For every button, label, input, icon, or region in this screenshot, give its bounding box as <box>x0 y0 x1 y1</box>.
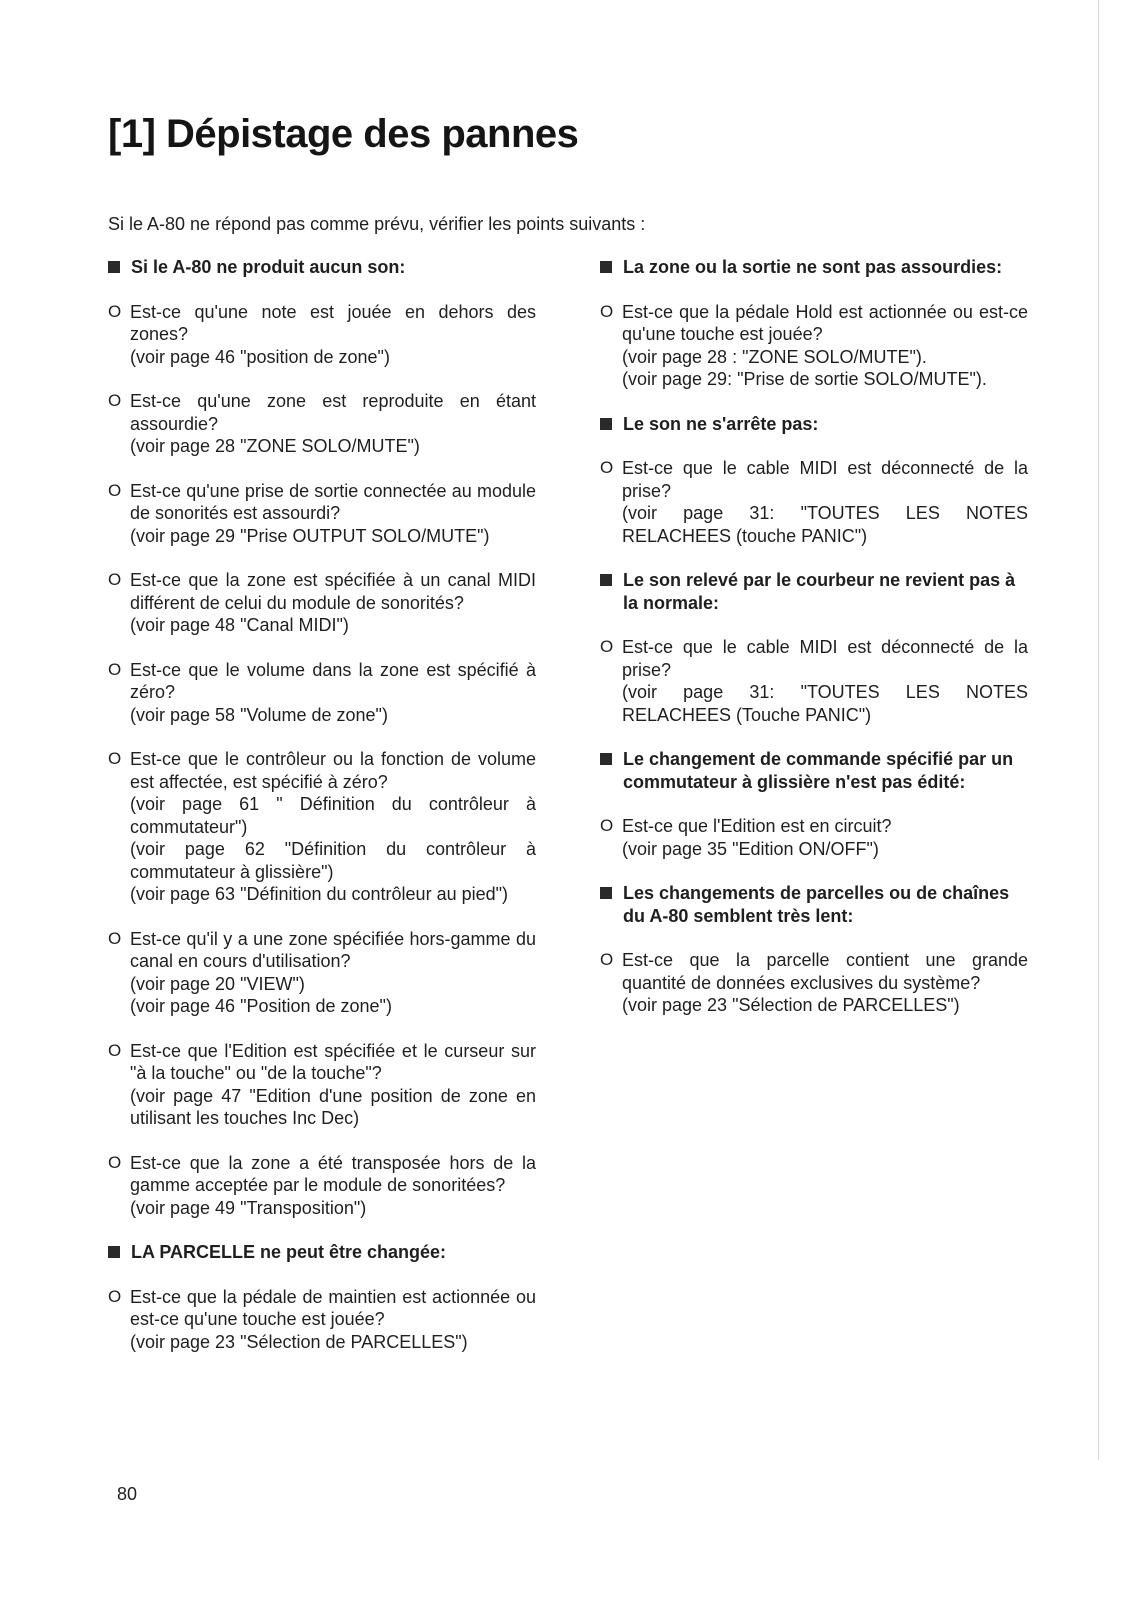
check-item <box>108 659 536 727</box>
section-heading <box>600 413 1028 436</box>
page-reference: (voir page 61 " Définition du contrôleur à commutateur") <box>130 794 536 837</box>
page-reference: (voir page 46 "Position de zone") <box>130 996 392 1016</box>
section-heading <box>600 748 1028 793</box>
circle-bullet-icon: O <box>108 928 122 948</box>
circle-bullet-icon: O <box>108 1152 122 1172</box>
check-question: Est-ce que la pédale de maintien est actionnée ou est-ce qu'une touche est jouée? <box>130 1286 536 1329</box>
page-reference: (voir page 31: "TOUTES LES NOTES RELACHEES (Touche PANIC") <box>622 682 1028 725</box>
check-question: Est-ce qu'il y a une zone spécifiée hors-gamme du canal en cours d'utilisation? <box>130 928 536 971</box>
check-question: Est-ce que la parcelle contient une grande quantité de données exclusives du système? <box>622 950 1028 993</box>
circle-bullet-icon: O <box>108 480 122 500</box>
section-heading <box>600 882 1028 927</box>
square-bullet-icon <box>600 418 612 430</box>
check-item-body <box>130 748 536 906</box>
square-bullet-icon <box>108 1246 120 1258</box>
check-item <box>600 815 1028 860</box>
section-heading <box>108 1241 536 1264</box>
check-item-body <box>130 1152 536 1220</box>
check-question: Est-ce qu'une note est jouée en dehors des zones? <box>130 301 536 344</box>
square-bullet-icon <box>600 887 612 899</box>
page-number: 80 <box>117 1484 138 1504</box>
page-reference: (voir page 28 "ZONE SOLO/MUTE") <box>130 436 420 456</box>
check-item <box>108 1152 536 1220</box>
section-heading-text: Le son relevé par le courbeur ne revient pas à la normale: <box>623 570 1016 613</box>
check-question: Est-ce que le contrôleur ou la fonction de volume est affectée, est spécifié à zéro? <box>130 749 536 792</box>
check-item <box>600 636 1028 726</box>
check-item-body <box>622 301 1028 391</box>
page-reference: (voir page 28 : "ZONE SOLO/MUTE"). <box>622 346 927 367</box>
right-column <box>600 256 1028 1039</box>
page-reference: (voir page 63 "Définition du contrôleur au pied") <box>130 884 508 904</box>
square-bullet-icon <box>600 753 612 765</box>
check-item <box>108 569 536 637</box>
check-question: Est-ce que la zone a été transposée hors de la gamme acceptée par le module de sonoritées? <box>130 1152 536 1195</box>
circle-bullet-icon: O <box>600 816 614 835</box>
circle-bullet-icon: O <box>600 458 614 477</box>
check-item <box>600 457 1028 547</box>
section-heading <box>600 256 1028 279</box>
page-reference: (voir page 29: "Prise de sortie SOLO/MUTE"). <box>622 369 987 389</box>
check-question: Est-ce que la pédale Hold est actionnée ou est-ce qu'une touche est jouée? <box>622 301 1028 344</box>
check-item-body <box>130 659 536 727</box>
section-heading-text: LA PARCELLE ne peut être changée: <box>131 1242 447 1262</box>
square-bullet-icon <box>108 261 120 273</box>
check-item <box>600 949 1028 1017</box>
page-reference: (voir page 35 "Edition ON/OFF") <box>622 838 879 859</box>
page-reference: (voir page 58 "Volume de zone") <box>130 704 388 725</box>
page-reference: (voir page 48 "Canal MIDI") <box>130 615 349 635</box>
check-item-body <box>130 1286 536 1354</box>
circle-bullet-icon: O <box>108 1040 122 1060</box>
check-question: Est-ce que le volume dans la zone est spécifié à zéro? <box>130 659 536 702</box>
check-item <box>108 390 536 458</box>
check-question: Est-ce que le cable MIDI est déconnecté de la prise? <box>622 637 1028 680</box>
page-reference: (voir page 20 "VIEW") <box>130 973 305 994</box>
section-heading-text: Si le A-80 ne produit aucun son: <box>131 257 406 277</box>
section-heading-text: Le son ne s'arrête pas: <box>623 413 819 434</box>
intro-text: Si le A-80 ne répond pas comme prévu, vérifier les points suivants : <box>108 214 646 234</box>
left-column <box>108 256 536 1375</box>
check-question: Est-ce que le cable MIDI est déconnecté de la prise? <box>622 458 1028 501</box>
page-reference: (voir page 49 "Transposition") <box>130 1197 367 1218</box>
circle-bullet-icon: O <box>108 1286 122 1306</box>
page-reference: (voir page 47 "Edition d'une position de zone en utilisant les touches Inc Dec) <box>130 1085 536 1128</box>
section-heading <box>600 569 1028 614</box>
check-item-body <box>622 457 1028 547</box>
page-reference: (voir page 31: "TOUTES LES NOTES RELACHEES (touche PANIC") <box>622 503 1028 546</box>
circle-bullet-icon: O <box>600 301 614 321</box>
check-item-body <box>622 949 1028 1017</box>
scan-edge-line <box>1098 0 1099 1460</box>
square-bullet-icon <box>600 261 612 273</box>
check-item-body <box>130 569 536 637</box>
section-heading-text: Le changement de commande spécifié par un commutateur à glissière n'est pas édité: <box>623 749 1014 792</box>
page-title: [1] Dépistage des pannes <box>108 112 579 156</box>
page-reference: (voir page 62 "Définition du contrôleur à commutateur à glissière") <box>130 839 536 882</box>
check-item-body <box>130 480 536 548</box>
check-item-body <box>130 301 536 369</box>
check-item <box>108 748 536 906</box>
check-item-body <box>622 815 1028 860</box>
check-item <box>600 301 1028 391</box>
check-item <box>108 928 536 1018</box>
check-item <box>108 480 536 548</box>
section-heading-text: La zone ou la sortie ne sont pas assourdies: <box>623 257 1003 277</box>
section-heading <box>108 256 536 279</box>
check-item-body <box>130 928 536 1018</box>
circle-bullet-icon: O <box>108 659 122 679</box>
circle-bullet-icon: O <box>600 637 614 656</box>
check-item-body <box>130 1040 536 1130</box>
check-question: Est-ce que l'Edition est en circuit? <box>622 816 892 836</box>
check-item <box>108 1286 536 1354</box>
circle-bullet-icon: O <box>108 391 122 410</box>
page-reference: (voir page 46 "position de zone") <box>130 346 390 367</box>
check-question: Est-ce qu'une zone est reproduite en étant assourdie? <box>130 391 536 434</box>
page-reference: (voir page 23 "Sélection de PARCELLES") <box>130 1331 468 1352</box>
check-question: Est-ce que l'Edition est spécifiée et le curseur sur "à la touche" ou "de la touche"? <box>130 1040 536 1083</box>
check-item <box>108 301 536 369</box>
check-item-body <box>622 636 1028 726</box>
check-question: Est-ce qu'une prise de sortie connectée au module de sonorités est assourdi? <box>130 480 536 523</box>
check-question: Est-ce que la zone est spécifiée à un canal MIDI différent de celui du module de sonorités? <box>130 570 536 613</box>
circle-bullet-icon: O <box>108 749 122 768</box>
circle-bullet-icon: O <box>108 570 122 589</box>
circle-bullet-icon: O <box>108 301 122 321</box>
square-bullet-icon <box>600 574 612 586</box>
check-item-body <box>130 390 536 458</box>
page-reference: (voir page 29 "Prise OUTPUT SOLO/MUTE") <box>130 525 490 546</box>
check-item <box>108 1040 536 1130</box>
section-heading-text: Les changements de parcelles ou de chaînes du A-80 semblent très lent: <box>623 883 1010 926</box>
circle-bullet-icon: O <box>600 950 614 969</box>
page-reference: (voir page 23 "Sélection de PARCELLES") <box>622 995 960 1015</box>
